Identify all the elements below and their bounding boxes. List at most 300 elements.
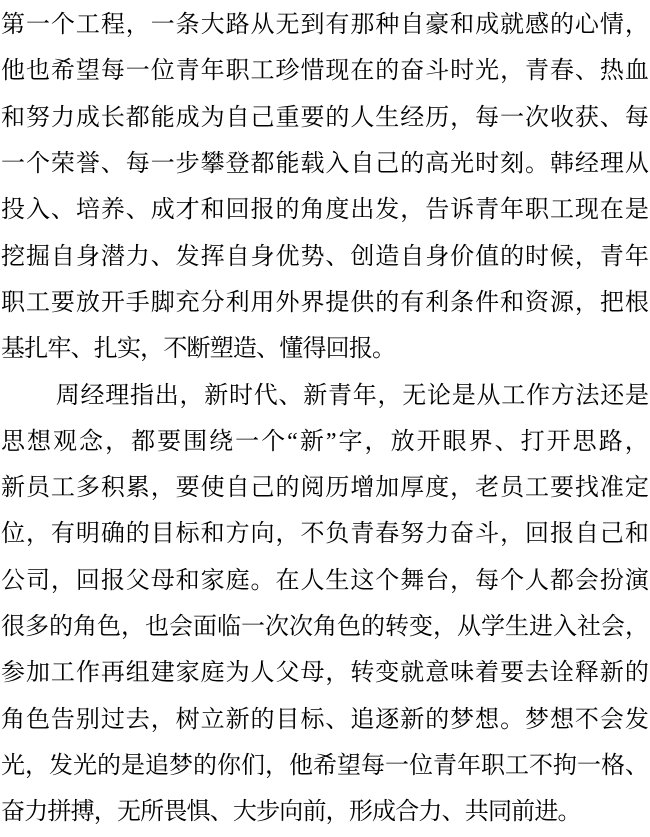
character: 用 xyxy=(250,289,275,316)
character: 势 xyxy=(300,243,325,270)
character: 要 xyxy=(300,104,325,131)
character: 标 xyxy=(175,521,200,548)
character: 青 xyxy=(433,752,457,779)
character: 拘 xyxy=(553,752,577,779)
character: 努 xyxy=(25,104,50,131)
character: 的 xyxy=(325,104,350,131)
character: 提 xyxy=(325,289,350,316)
character: 韩 xyxy=(549,151,574,178)
character: 这 xyxy=(350,567,375,594)
text-line xyxy=(0,696,650,742)
character: 一 xyxy=(241,614,265,640)
character: 畏 xyxy=(163,799,188,826)
character: 就 xyxy=(400,660,425,687)
character: 惜 xyxy=(300,58,325,85)
character: 无 xyxy=(275,12,300,39)
character: 拼 xyxy=(47,799,72,826)
character: 入 xyxy=(325,151,350,178)
character: 告 xyxy=(50,706,75,733)
character: 目 xyxy=(275,706,300,733)
character: 创 xyxy=(350,243,375,270)
character: 己 xyxy=(599,521,624,548)
character: 。 xyxy=(557,799,582,826)
character: 打 xyxy=(520,428,545,455)
character: 入 xyxy=(25,197,50,224)
character: 光 xyxy=(1,752,25,779)
character: 不 xyxy=(163,336,188,363)
character: 的 xyxy=(425,706,450,733)
character: 个 xyxy=(500,567,525,594)
character: 工 xyxy=(25,289,50,316)
character: 母 xyxy=(150,567,175,594)
character: 出 xyxy=(350,197,375,224)
character: 再 xyxy=(100,660,125,687)
character: 供 xyxy=(350,289,375,316)
character: 光 xyxy=(73,752,97,779)
character: 着 xyxy=(475,660,500,687)
character: 自 xyxy=(400,243,425,270)
character: 个 xyxy=(50,12,75,39)
character: 职 xyxy=(481,752,505,779)
character: 父 xyxy=(275,660,300,687)
character: 开 xyxy=(100,289,125,316)
character: 员 xyxy=(500,475,525,502)
character: 青 xyxy=(175,58,200,85)
character: ， xyxy=(450,475,475,502)
character: 到 xyxy=(300,12,325,39)
character: 要 xyxy=(549,475,574,502)
character: 、 xyxy=(494,428,519,455)
character: 工 xyxy=(525,475,550,502)
character: 成 xyxy=(150,197,175,224)
character: 根 xyxy=(624,289,649,316)
character: 转 xyxy=(385,614,409,640)
character: 报 xyxy=(100,567,125,594)
character: 己 xyxy=(250,475,275,502)
character: 要 xyxy=(500,660,525,687)
character: 高 xyxy=(425,151,450,178)
character: 生 xyxy=(325,567,350,594)
character: ， xyxy=(93,799,118,826)
character: 年 xyxy=(457,752,481,779)
character: 法 xyxy=(575,382,600,409)
character: 望 xyxy=(337,752,361,779)
character: 基 xyxy=(1,336,25,363)
character: 入 xyxy=(553,614,577,640)
character: 投 xyxy=(1,197,25,224)
character: 念 xyxy=(79,428,104,455)
character: 无 xyxy=(402,382,427,409)
character: 眼 xyxy=(442,428,467,455)
character: 使 xyxy=(200,475,225,502)
character: 、 xyxy=(209,799,234,826)
character: 台 xyxy=(425,567,450,594)
character: 光 xyxy=(450,151,475,178)
character: 围 xyxy=(183,428,208,455)
character: 春 xyxy=(375,521,400,548)
character: 多 xyxy=(25,614,49,640)
character: 和 xyxy=(175,567,200,594)
character: 加 xyxy=(25,660,50,687)
character: 感 xyxy=(525,12,550,39)
character: 人 xyxy=(350,104,375,131)
character: 源 xyxy=(549,289,574,316)
character: 诉 xyxy=(450,197,475,224)
character: 、 xyxy=(325,706,350,733)
character: 步 xyxy=(256,799,281,826)
character: 获 xyxy=(574,104,599,131)
character: 也 xyxy=(145,614,169,640)
character: 奋 xyxy=(1,799,25,826)
character: 厚 xyxy=(400,475,425,502)
character: 在 xyxy=(599,197,624,224)
character: 放 xyxy=(390,428,415,455)
character: ， xyxy=(121,614,145,640)
character: 一 xyxy=(235,428,260,455)
character: 会 xyxy=(601,614,625,640)
character: 程 xyxy=(100,12,125,39)
character: 条 xyxy=(450,289,475,316)
character: 追 xyxy=(145,752,169,779)
character: 度 xyxy=(425,475,450,502)
character: 大 xyxy=(232,799,257,826)
character: 会 xyxy=(599,706,624,733)
character: 很 xyxy=(1,614,25,640)
character: 价 xyxy=(450,243,475,270)
character: 造 xyxy=(375,243,400,270)
character: 梦 xyxy=(169,752,193,779)
character: 意 xyxy=(425,660,450,687)
character: 努 xyxy=(400,521,425,548)
character: 奋 xyxy=(400,58,425,85)
character: 的 xyxy=(549,12,574,39)
character: 年 xyxy=(500,197,525,224)
character: 周 xyxy=(55,382,80,409)
character: 报 xyxy=(549,521,574,548)
character: 位 xyxy=(150,58,175,85)
character: 的 xyxy=(400,151,425,178)
character: 青 xyxy=(525,58,550,85)
character: 都 xyxy=(250,151,275,178)
character: 母 xyxy=(300,660,325,687)
character: 每 xyxy=(100,58,125,85)
character: 是 xyxy=(625,382,649,409)
character: 的 xyxy=(275,475,300,502)
character: 、 xyxy=(150,243,175,270)
character: 方 xyxy=(225,521,250,548)
character: 工 xyxy=(549,197,574,224)
character: 时 xyxy=(229,382,253,409)
character: ， xyxy=(140,336,165,363)
character: 加 xyxy=(375,475,400,502)
character: 一 xyxy=(500,104,525,131)
character: 现 xyxy=(325,58,350,85)
character: 次 xyxy=(525,104,550,131)
character: 前 xyxy=(511,799,536,826)
character: 过 xyxy=(100,706,125,733)
character: 想 xyxy=(475,706,500,733)
character: 脚 xyxy=(150,289,175,316)
character: 成 xyxy=(475,12,500,39)
character: 挖 xyxy=(1,243,25,270)
character: 回 xyxy=(525,521,550,548)
character: 工 xyxy=(505,752,529,779)
character: 从 xyxy=(250,12,275,39)
character: 的 xyxy=(97,752,121,779)
character: 找 xyxy=(574,475,599,502)
character: 格 xyxy=(601,752,625,779)
character: 热 xyxy=(599,58,624,85)
character: 分 xyxy=(200,289,225,316)
character: 望 xyxy=(75,58,100,85)
character: ， xyxy=(125,12,150,39)
character: 要 xyxy=(50,289,75,316)
character: ， xyxy=(25,752,49,779)
character: 生 xyxy=(375,104,400,131)
character: 力 xyxy=(418,799,443,826)
character: 积 xyxy=(100,475,125,502)
character: 回 xyxy=(225,197,250,224)
character: 度 xyxy=(325,197,350,224)
character: ， xyxy=(433,614,457,640)
character: 前 xyxy=(302,799,327,826)
character: 优 xyxy=(275,243,300,270)
character: 力 xyxy=(425,521,450,548)
character: 代 xyxy=(253,382,278,409)
character: 自 xyxy=(225,243,250,270)
character: 学 xyxy=(481,614,505,640)
character: 思 xyxy=(572,428,597,455)
character: 力 xyxy=(24,799,49,826)
character: 报 xyxy=(250,197,275,224)
character: 一 xyxy=(25,12,50,39)
character: 懂 xyxy=(279,336,304,363)
character: 别 xyxy=(75,706,100,733)
character: 身 xyxy=(250,243,275,270)
character: 界 xyxy=(300,289,325,316)
character: 组 xyxy=(125,660,150,687)
character: ， xyxy=(150,706,175,733)
character: 实 xyxy=(116,336,141,363)
character: 位 xyxy=(409,752,433,779)
character: ， xyxy=(625,614,649,640)
character: 和 xyxy=(450,12,475,39)
character: 界 xyxy=(468,428,493,455)
character: 培 xyxy=(75,197,100,224)
character: 春 xyxy=(549,58,574,85)
character: 你 xyxy=(217,752,241,779)
character: 己 xyxy=(375,151,400,178)
character: 豪 xyxy=(425,12,450,39)
character: 刻 xyxy=(500,151,525,178)
character: 色 xyxy=(97,614,121,640)
character: 工 xyxy=(50,475,75,502)
character: 历 xyxy=(325,475,350,502)
character: 还 xyxy=(600,382,625,409)
character: 要 xyxy=(157,428,182,455)
character: 回 xyxy=(325,336,350,363)
character: 青 xyxy=(328,382,352,409)
character: 从 xyxy=(457,614,481,640)
character: 扮 xyxy=(599,567,624,594)
character: 。 xyxy=(250,567,275,594)
character: 负 xyxy=(325,521,350,548)
character: 标 xyxy=(300,706,325,733)
character: 明 xyxy=(75,521,100,548)
character: 己 xyxy=(250,104,275,131)
character: ， xyxy=(265,752,289,779)
character: 庭 xyxy=(225,567,250,594)
character: 字 xyxy=(338,428,363,455)
character: 能 xyxy=(275,151,300,178)
text-line xyxy=(0,558,650,604)
character: 释 xyxy=(574,660,599,687)
character: 思 xyxy=(1,428,25,455)
character: 那 xyxy=(350,12,375,39)
character: 、 xyxy=(125,197,150,224)
character: 不 xyxy=(574,706,599,733)
character: 的 xyxy=(193,752,217,779)
character: 造 xyxy=(232,336,257,363)
character: 个 xyxy=(25,151,50,178)
character: 情 xyxy=(599,12,624,39)
text-line xyxy=(0,95,650,141)
character: 临 xyxy=(217,614,241,640)
character: 能 xyxy=(150,104,175,131)
character: 角 xyxy=(300,197,325,224)
character: 作 xyxy=(75,660,100,687)
character: 在 xyxy=(350,58,375,85)
character: 值 xyxy=(475,243,500,270)
character: 利 xyxy=(425,289,450,316)
character: 工 xyxy=(501,382,526,409)
character: 年 xyxy=(352,382,377,409)
character: 自 xyxy=(50,243,75,270)
character: 开 xyxy=(416,428,441,455)
character: ” xyxy=(325,428,337,455)
character: ， xyxy=(150,475,175,502)
character: 发 xyxy=(175,243,200,270)
character: 合 xyxy=(395,799,420,826)
character: 想 xyxy=(549,706,574,733)
character: 自 xyxy=(350,151,375,178)
character: 形 xyxy=(348,799,373,826)
character: ， xyxy=(25,521,50,548)
character: 充 xyxy=(175,289,200,316)
character: 职 xyxy=(225,58,250,85)
character: 路 xyxy=(225,12,250,39)
character: 都 xyxy=(131,428,156,455)
character: 定 xyxy=(624,475,649,502)
character: 向 xyxy=(250,521,275,548)
character: 大 xyxy=(200,12,225,39)
character: ， xyxy=(574,289,599,316)
character: 步 xyxy=(175,151,200,178)
character: 新 xyxy=(204,382,229,409)
character: 惧 xyxy=(186,799,211,826)
character: 有 xyxy=(50,521,75,548)
character: 个 xyxy=(375,567,400,594)
character: 每 xyxy=(475,567,500,594)
text-line xyxy=(0,789,650,835)
character: 的 xyxy=(275,197,300,224)
character: 和 xyxy=(1,104,25,131)
character: 每 xyxy=(125,151,150,178)
character: 扎 xyxy=(24,336,49,363)
character: 指 xyxy=(130,382,154,409)
character: ， xyxy=(325,660,350,687)
character: 和 xyxy=(200,521,225,548)
character: 开 xyxy=(546,428,571,455)
character: 奋 xyxy=(450,521,475,548)
character: 就 xyxy=(500,12,525,39)
character: 逐 xyxy=(375,706,400,733)
text-line xyxy=(0,326,650,372)
character: 年 xyxy=(200,58,225,85)
character: 们 xyxy=(241,752,265,779)
character: 从 xyxy=(624,151,649,178)
character: 报 xyxy=(348,336,373,363)
character: 历 xyxy=(425,104,450,131)
character: ， xyxy=(450,104,475,131)
character: 进 xyxy=(529,614,553,640)
text-line xyxy=(0,465,650,511)
character: 人 xyxy=(300,567,325,594)
character: 收 xyxy=(549,104,574,131)
character: 发 xyxy=(624,706,649,733)
character: 立 xyxy=(200,706,225,733)
character: 都 xyxy=(549,567,574,594)
character: 潜 xyxy=(100,243,125,270)
character: 扎 xyxy=(93,336,118,363)
character: 自 xyxy=(225,104,250,131)
character: 在 xyxy=(275,567,300,594)
character: 作 xyxy=(526,382,550,409)
character: 一 xyxy=(577,752,601,779)
character: 他 xyxy=(1,58,25,85)
character: 职 xyxy=(1,289,25,316)
character: 追 xyxy=(350,706,375,733)
character: 、 xyxy=(50,197,75,224)
character: 、 xyxy=(625,752,649,779)
character: 一 xyxy=(125,58,150,85)
character: 进 xyxy=(534,799,559,826)
character: 方 xyxy=(550,382,575,409)
character: 成 xyxy=(75,104,100,131)
character: 想 xyxy=(27,428,52,455)
character: 论 xyxy=(427,382,451,409)
character: 长 xyxy=(100,104,125,131)
character: 件 xyxy=(475,289,500,316)
character: 人 xyxy=(525,567,550,594)
text-line xyxy=(0,604,650,650)
character: 都 xyxy=(125,104,150,131)
character: 的 xyxy=(125,521,150,548)
character: 资 xyxy=(525,289,550,316)
character: 条 xyxy=(175,12,200,39)
character: ， xyxy=(624,428,649,455)
character: 力 xyxy=(125,243,150,270)
character: 身 xyxy=(75,243,100,270)
character: 工 xyxy=(250,58,275,85)
character: 成 xyxy=(175,104,200,131)
character: 共 xyxy=(464,799,489,826)
character: 塑 xyxy=(209,336,234,363)
character: 员 xyxy=(25,475,50,502)
character: 重 xyxy=(275,104,300,131)
character: 会 xyxy=(574,567,599,594)
character: 同 xyxy=(487,799,512,826)
